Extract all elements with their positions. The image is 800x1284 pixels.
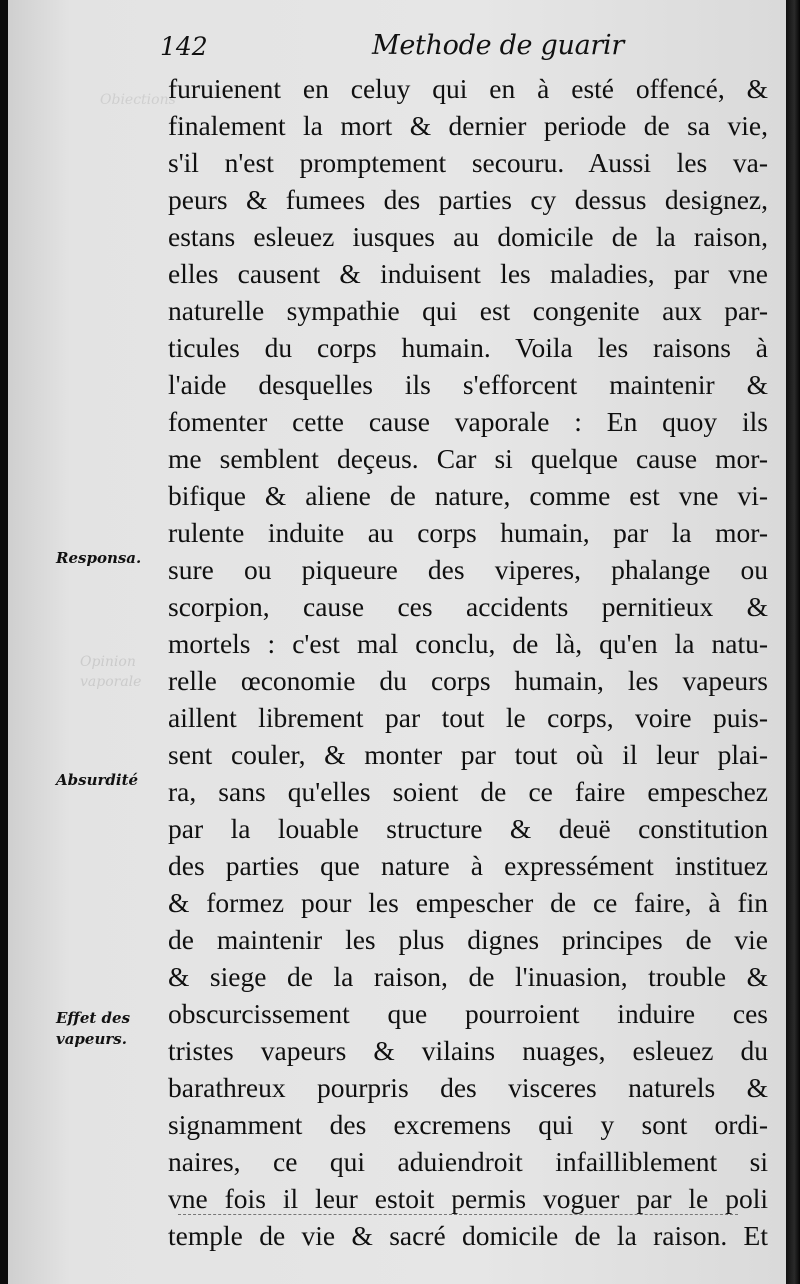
margin-note-line: Effet des <box>56 1009 131 1027</box>
page-number: 142 <box>160 32 208 61</box>
running-head: Methode de guarir <box>372 30 624 61</box>
text-line: ra, sans qu'elles soient de ce faire empeschez <box>168 776 768 807</box>
text-line: par la louable structure & deuë constitution <box>168 813 768 844</box>
margin-note-effet <box>56 1008 166 1050</box>
text-line: ticules du corps humain. Voila les raisons à <box>168 332 768 363</box>
text-line: barathreux pourpris des visceres naturels & <box>168 1072 768 1103</box>
text-line: scorpion, cause ces accidents pernitieux & <box>168 591 768 622</box>
text-line: sure ou piqueure des viperes, phalange ou <box>168 554 768 585</box>
body-text <box>168 70 768 1254</box>
text-line: & siege de la raison, de l'inuasion, trouble & <box>168 961 768 992</box>
text-line: mortels : c'est mal conclu, de là, qu'en la natu- <box>168 628 768 659</box>
text-line: fomenter cette cause vaporale : En quoy ils <box>168 406 768 437</box>
text-line: estans esleuez iusques au domicile de la raison, <box>168 221 768 252</box>
text-line: s'il n'est promptement secouru. Aussi les va- <box>168 147 768 178</box>
bleed-through-text-top: Obiections <box>100 92 176 108</box>
text-line: naturelle sympathie qui est congenite aux par- <box>168 295 768 326</box>
text-line: obscurcissement que pourroient induire ces <box>168 998 768 1029</box>
bleed-through-line: Opinion <box>80 654 136 670</box>
text-line: bifique & aliene de nature, comme est vne vi- <box>168 480 768 511</box>
text-line: naires, ce qui aduiendroit infailliblement si <box>168 1146 768 1177</box>
text-line: peurs & fumees des parties cy dessus designez, <box>168 184 768 215</box>
text-line: furuienent en celuy qui en à esté offencé, & <box>168 73 768 104</box>
text-line: temple de vie & sacré domicile de la raison. Et <box>168 1220 768 1251</box>
bleed-through-line: vaporale <box>80 674 142 690</box>
scan-edge-shadow <box>786 0 800 1284</box>
text-line: vne fois il leur estoit permis voguer par le poli <box>168 1183 768 1214</box>
bottom-rule <box>178 1214 738 1215</box>
text-line: sent couler, & monter par tout où il leur plai- <box>168 739 768 770</box>
text-line: finalement la mort & dernier periode de sa vie, <box>168 110 768 141</box>
book-page <box>8 0 786 1284</box>
bleed-through-text-middle <box>80 652 141 692</box>
text-line: elles causent & induisent les maladies, par vne <box>168 258 768 289</box>
text-line: de maintenir les plus dignes principes de vie <box>168 924 768 955</box>
text-line: aillent librement par tout le corps, voire puis- <box>168 702 768 733</box>
text-line: tristes vapeurs & vilains nuages, esleuez du <box>168 1035 768 1066</box>
text-line: & formez pour les empescher de ce faire, à fin <box>168 887 768 918</box>
margin-note-response: Responsa. <box>56 549 142 567</box>
margin-note-line: vapeurs. <box>56 1030 127 1048</box>
text-line: rulente induite au corps humain, par la mor- <box>168 517 768 548</box>
text-line: relle œconomie du corps humain, les vapeurs <box>168 665 768 696</box>
text-line: me semblent deçeus. Car si quelque cause mor- <box>168 443 768 474</box>
margin-note-absurdite: Absurdité <box>56 771 139 789</box>
text-line: signamment des excremens qui y sont ordi- <box>168 1109 768 1140</box>
page-header <box>160 22 760 68</box>
text-line: des parties que nature à expressément instituez <box>168 850 768 881</box>
text-line: l'aide desquelles ils s'efforcent maintenir & <box>168 369 768 400</box>
